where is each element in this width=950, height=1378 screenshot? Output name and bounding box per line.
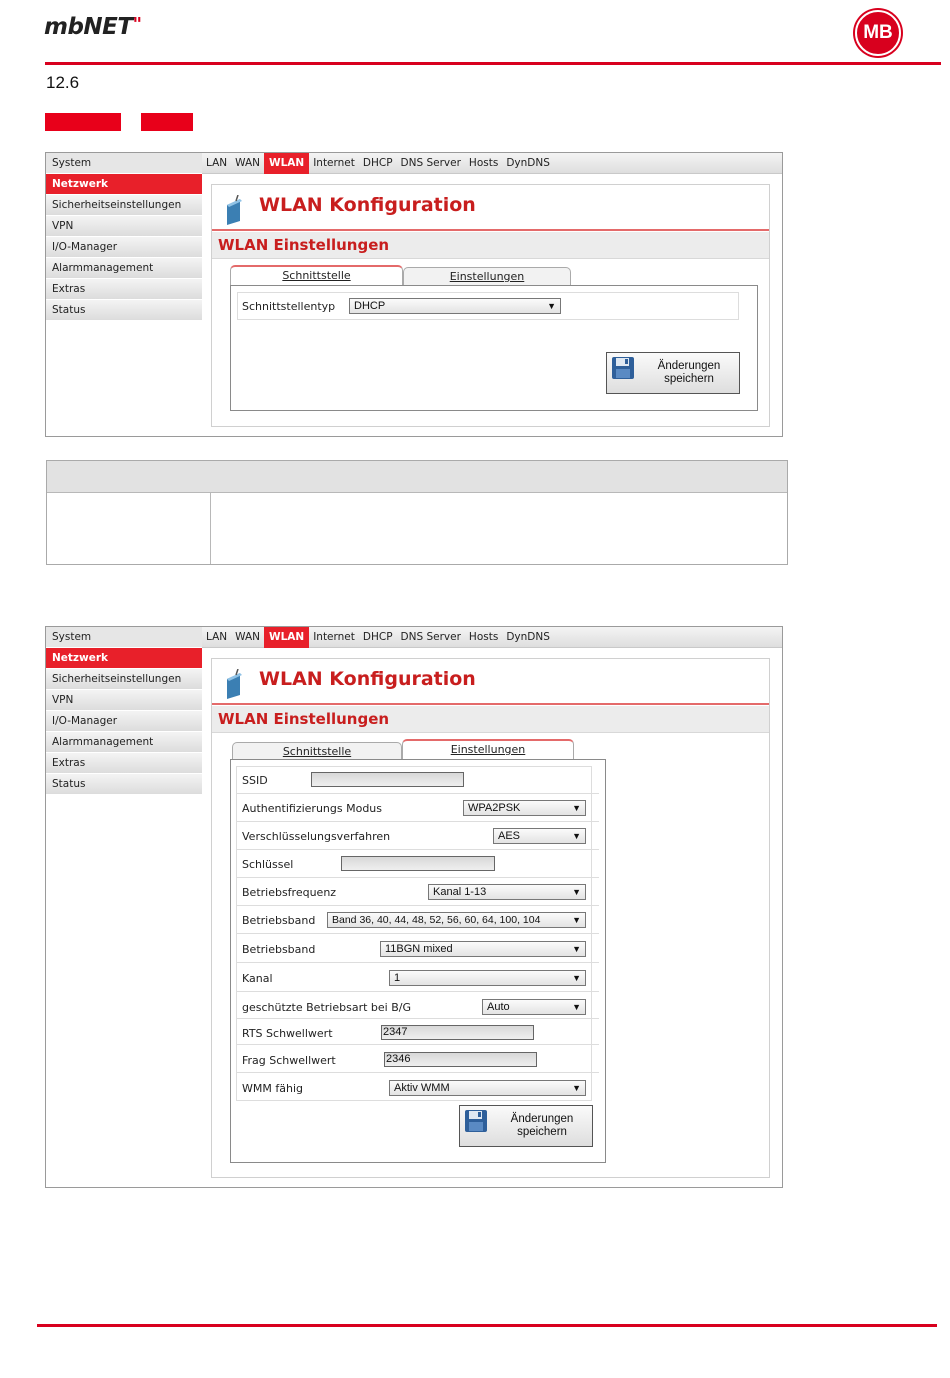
frag-label: Frag Schwellwert	[242, 1054, 336, 1067]
save-label-line1: Änderungen	[657, 360, 721, 372]
sidebar-item-extras[interactable]: Extras	[46, 753, 202, 774]
table-header	[47, 461, 787, 493]
nav-internet[interactable]: Internet	[313, 157, 355, 169]
nav-dns[interactable]: DNS Server	[400, 157, 461, 169]
save-label-line1: Änderungen	[510, 1113, 574, 1125]
channel-select[interactable]	[389, 970, 586, 986]
nav-lan[interactable]: LAN	[206, 157, 228, 169]
dropdown-arrow-icon: ▼	[572, 915, 581, 925]
select-value: Aktiv WMM	[394, 1082, 450, 1094]
nav-dhcp[interactable]: DHCP	[362, 157, 393, 169]
wmm-select[interactable]	[389, 1080, 586, 1096]
floppy-disk-icon	[463, 1108, 489, 1134]
row-divider	[237, 793, 599, 794]
nav-dyndns[interactable]: DynDNS	[506, 157, 550, 169]
select-value: Auto	[487, 1001, 510, 1013]
channel-label: Kanal	[242, 972, 273, 985]
select-value: 1	[394, 972, 401, 984]
footer-divider	[37, 1324, 937, 1327]
nav-wlan[interactable]: WLAN	[264, 153, 309, 174]
sidebar-item-status[interactable]: Status	[46, 774, 202, 795]
header-divider	[45, 62, 941, 65]
dropdown-arrow-icon: ▼	[572, 944, 581, 954]
config-panel	[211, 184, 770, 427]
frag-input[interactable]: 2346	[384, 1052, 537, 1067]
tab-einstellungen[interactable]: Einstellungen	[403, 267, 571, 287]
panel-header	[212, 185, 769, 231]
page-title: WLAN Konfiguration	[259, 194, 476, 216]
sidebar-item-system[interactable]: System	[46, 627, 202, 648]
protect-label: geschützte Betriebsart bei B/G	[242, 1001, 411, 1014]
tab-content	[230, 759, 606, 1163]
nav-internet[interactable]: Internet	[313, 631, 355, 643]
top-nav	[202, 627, 782, 648]
row-divider	[237, 1072, 599, 1073]
frequency-label: Betriebsfrequenz	[242, 886, 337, 899]
select-value: DHCP	[354, 300, 386, 312]
tab-schnittstelle[interactable]: Schnittstelle	[230, 265, 403, 285]
page-title: WLAN Konfiguration	[259, 668, 476, 690]
section-header: WLAN Einstellungen	[212, 706, 769, 733]
save-button[interactable]	[459, 1105, 593, 1147]
row-divider	[237, 933, 599, 934]
section-header: WLAN Einstellungen	[212, 232, 769, 259]
column-divider	[210, 493, 211, 564]
band2-select[interactable]	[380, 941, 586, 957]
save-label-line2: speichern	[664, 373, 714, 385]
sidebar-item-extras[interactable]: Extras	[46, 279, 202, 300]
sidebar	[46, 627, 202, 795]
description-table	[46, 460, 788, 565]
sidebar-item-vpn[interactable]: VPN	[46, 690, 202, 711]
sidebar-item-status[interactable]: Status	[46, 300, 202, 321]
tab-schnittstelle[interactable]: Schnittstelle	[232, 742, 402, 762]
select-value: WPA2PSK	[468, 802, 521, 814]
select-value: 11BGN mixed	[385, 943, 453, 955]
ssid-label: SSID	[242, 774, 268, 787]
brand-logo: mbNET"	[44, 14, 142, 40]
dropdown-arrow-icon: ▼	[572, 887, 581, 897]
band2-label: Betriebsband	[242, 943, 316, 956]
select-value: AES	[498, 830, 521, 842]
nav-lan[interactable]: LAN	[206, 631, 228, 643]
row-divider	[237, 962, 599, 963]
sidebar-item-vpn[interactable]: VPN	[46, 216, 202, 237]
dropdown-arrow-icon: ▼	[572, 1083, 581, 1093]
dropdown-arrow-icon: ▼	[572, 803, 581, 813]
wmm-label: WMM fähig	[242, 1082, 303, 1095]
nav-hosts[interactable]: Hosts	[468, 631, 499, 643]
nav-wan[interactable]: WAN	[235, 157, 260, 169]
nav-dyndns[interactable]: DynDNS	[506, 631, 550, 643]
protect-select[interactable]	[482, 999, 586, 1015]
save-label-line2: speichern	[517, 1126, 567, 1138]
router-icon	[224, 195, 244, 225]
screenshot-interface	[45, 626, 783, 1188]
auth-mode-select[interactable]	[463, 800, 586, 816]
encryption-label: Verschlüsselungsverfahren	[242, 830, 391, 843]
dropdown-arrow-icon: ▼	[572, 973, 581, 983]
sidebar-item-io-manager[interactable]: I/O-Manager	[46, 237, 202, 258]
field-label: Schnittstellentyp	[242, 300, 336, 313]
select-value: Band 36, 40, 44, 48, 52, 56, 60, 64, 100, 104	[332, 914, 541, 926]
nav-dns[interactable]: DNS Server	[400, 631, 461, 643]
sidebar-item-sicherheit[interactable]: Sicherheitseinstellungen	[46, 195, 202, 216]
nav-wlan[interactable]: WLAN	[264, 627, 309, 648]
nav-wan[interactable]: WAN	[235, 631, 260, 643]
nav-hosts[interactable]: Hosts	[468, 157, 499, 169]
select-value: Kanal 1-13	[433, 886, 487, 898]
frequency-select[interactable]	[428, 884, 586, 900]
save-button[interactable]	[606, 352, 740, 394]
ssid-input[interactable]	[311, 772, 464, 787]
mb-badge: MB	[855, 10, 901, 56]
sidebar-item-alarm[interactable]: Alarmmanagement	[46, 258, 202, 279]
rts-input[interactable]: 2347	[381, 1025, 534, 1040]
rts-label: RTS Schwellwert	[242, 1027, 333, 1040]
row-divider	[237, 849, 599, 850]
tab-einstellungen[interactable]: Einstellungen	[402, 739, 574, 759]
sidebar-item-io-manager[interactable]: I/O-Manager	[46, 711, 202, 732]
config-panel	[211, 658, 770, 1178]
redacted-marker	[141, 113, 193, 131]
row-divider	[237, 821, 599, 822]
sidebar-item-alarm[interactable]: Alarmmanagement	[46, 732, 202, 753]
row-divider	[237, 905, 599, 906]
sidebar-item-netzwerk[interactable]: Netzwerk	[46, 648, 202, 669]
row-divider	[237, 877, 599, 878]
tab-content	[230, 285, 758, 411]
band1-select[interactable]	[327, 912, 586, 928]
redacted-marker	[45, 113, 121, 131]
row-divider	[237, 1044, 599, 1045]
sidebar-item-system[interactable]: System	[46, 153, 202, 174]
sidebar-item-netzwerk[interactable]: Netzwerk	[46, 174, 202, 195]
interface-type-select[interactable]	[349, 298, 561, 314]
sidebar-item-sicherheit[interactable]: Sicherheitseinstellungen	[46, 669, 202, 690]
key-label: Schlüssel	[242, 858, 294, 871]
encryption-select[interactable]	[493, 828, 586, 844]
dropdown-arrow-icon: ▼	[547, 301, 556, 311]
sidebar	[46, 153, 202, 321]
key-input[interactable]	[341, 856, 495, 871]
top-nav	[202, 153, 782, 174]
floppy-disk-icon	[610, 355, 636, 381]
nav-dhcp[interactable]: DHCP	[362, 631, 393, 643]
band1-label: Betriebsband	[242, 914, 316, 927]
row-divider	[237, 1018, 599, 1019]
row-divider	[237, 991, 599, 992]
dropdown-arrow-icon: ▼	[572, 831, 581, 841]
screenshot-interface	[45, 152, 783, 437]
router-icon	[224, 669, 244, 699]
dropdown-arrow-icon: ▼	[572, 1002, 581, 1012]
auth-label: Authentifizierungs Modus	[242, 802, 382, 815]
section-number: 12.6	[46, 73, 80, 92]
panel-header	[212, 659, 769, 705]
